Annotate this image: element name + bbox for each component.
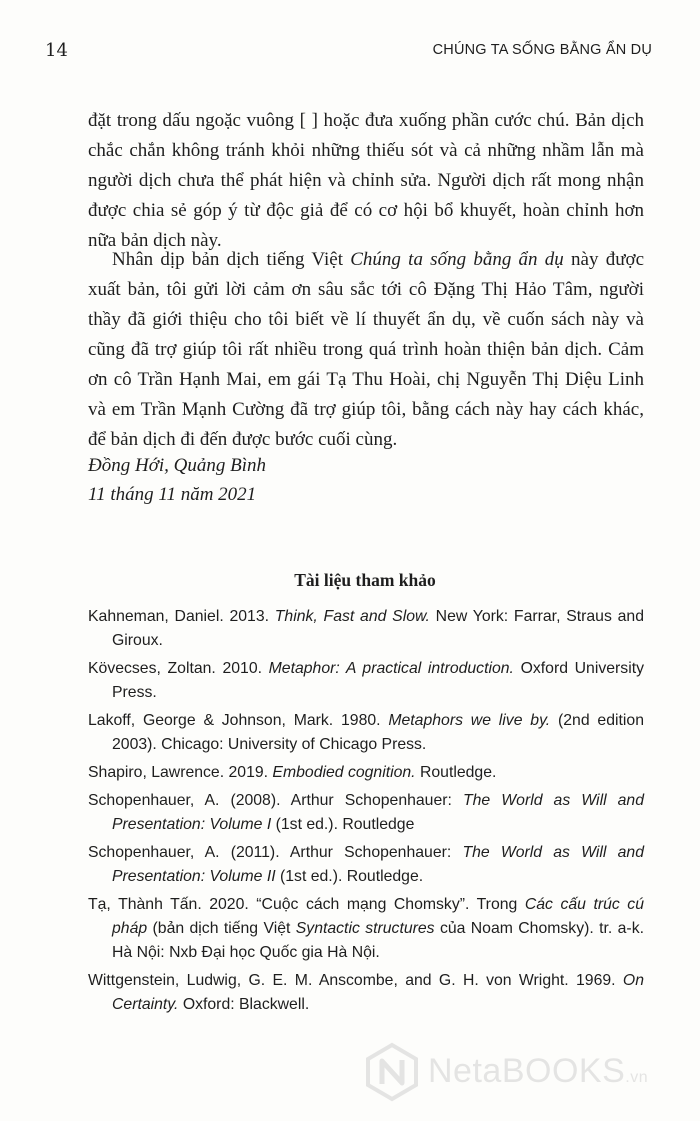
reference-item: [88, 657, 644, 705]
paragraph-2: [88, 245, 644, 455]
watermark-text: [428, 1052, 648, 1091]
ref-text: (bản dịch tiếng Việt: [147, 920, 296, 937]
ref-title: Các cấu trúc cú pháp: [112, 896, 644, 937]
paragraph-1: đặt trong dấu ngoặc vuông [ ] hoặc đưa xuống phần cước chú. Bản dịch chắc chắn không tránh khỏi những thiếu sót và cả những nhầm lẫn mà người dịch chưa thể phát hiện và chỉnh sửa. Người dịch rất mong nhận được chia sẻ góp ý từ độc giả để có cơ hội bổ khuyết, hoàn chỉnh hơn nữa bản dịch này.: [88, 110, 644, 251]
ref-text: Lakoff, George & Johnson, Mark. 1980.: [88, 712, 389, 729]
ref-text: của Noam Chomsky). tr. a-k. Hà Nội: Nxb Đại học Quốc gia Hà Nội.: [112, 920, 644, 961]
ref-title: Metaphor: A practical introduction.: [268, 660, 514, 677]
ref-text: Shapiro, Lawrence. 2019.: [88, 764, 273, 781]
ref-text: Kövecses, Zoltan. 2010.: [88, 660, 269, 677]
references-heading: Tài liệu tham khảo: [294, 570, 436, 590]
reference-item: [88, 841, 644, 889]
ref-title: Metaphors we live by.: [388, 712, 551, 729]
ref-title: The World as Will and Presentation: Volume I: [112, 792, 644, 833]
reference-item: [88, 969, 644, 1017]
ref-text: (1st ed.). Routledge.: [275, 868, 424, 885]
signature-block: [88, 451, 266, 509]
reference-item: [88, 761, 644, 785]
ref-text: Kahneman, Daniel. 2013.: [88, 608, 275, 625]
book-title-italic: Chúng ta sống bằng ẩn dụ: [350, 249, 564, 270]
watermark-brand: NetaBOOKS: [428, 1052, 626, 1090]
paragraph-2-text-a: Nhân dịp bản dịch tiếng Việt: [112, 249, 351, 270]
ref-title: On Certainty.: [112, 972, 644, 1013]
ref-text: (1st ed.). Routledge: [271, 816, 415, 833]
ref-text: Schopenhauer, A. (2011). Arthur Schopenhauer:: [88, 844, 463, 861]
reference-item: [88, 893, 644, 965]
references-list: [88, 605, 644, 1021]
ref-text: Schopenhauer, A. (2008). Arthur Schopenhauer:: [88, 792, 463, 809]
running-title: CHÚNG TA SỐNG BẰNG ẨN DỤ: [432, 42, 652, 58]
ref-text: Oxford: Blackwell.: [178, 996, 310, 1013]
reference-item: [88, 709, 644, 757]
ref-text: (2nd edition 2003). Chicago: University of Chicago Press.: [112, 712, 644, 753]
ref-text: Routledge.: [415, 764, 497, 781]
signature-date: 11 tháng 11 năm 2021: [88, 484, 257, 505]
ref-text: Oxford University Press.: [112, 660, 644, 701]
watermark: [362, 1042, 672, 1102]
ref-text: Wittgenstein, Ludwig, G. E. M. Anscombe, and G. H. von Wright. 1969.: [88, 972, 623, 989]
ref-text: Tạ, Thành Tấn. 2020. “Cuộc cách mạng Chomsky”. Trong: [88, 896, 525, 913]
ref-title: The World as Will and Presentation: Volume II: [112, 844, 644, 885]
netabooks-logo-icon: [362, 1042, 422, 1102]
paragraph-2-text-b: này được xuất bản, tôi gửi lời cảm ơn sâu sắc tới cô Đặng Thị Hảo Tâm, người thầy đã giới thiệu cho tôi biết về lí thuyết ẩn dụ, về cuốn sách này và cũng đã trợ giúp tôi rất nhiều trong quá trình hoàn thiện bản dịch. Cảm ơn cô Trần Hạnh Mai, em gái Tạ Thu Hoài, chị Nguyễn Thị Diệu Linh và em Trần Mạnh Cường đã trợ giúp tôi, bằng cách này hay cách khác, để bản dịch đi đến được bước cuối cùng.: [88, 249, 645, 450]
ref-title: Think, Fast and Slow.: [274, 608, 430, 625]
watermark-suffix: .vn: [625, 1069, 649, 1086]
page-number: 14: [45, 40, 68, 61]
page-header: [45, 40, 652, 64]
signature-place: Đồng Hới, Quảng Bình: [88, 455, 266, 476]
ref-title: Embodied cognition.: [272, 764, 416, 781]
reference-item: [88, 789, 644, 837]
ref-title: Syntactic structures: [295, 920, 435, 937]
reference-item: [88, 605, 644, 653]
ref-text: New York: Farrar, Straus and Giroux.: [112, 608, 644, 649]
